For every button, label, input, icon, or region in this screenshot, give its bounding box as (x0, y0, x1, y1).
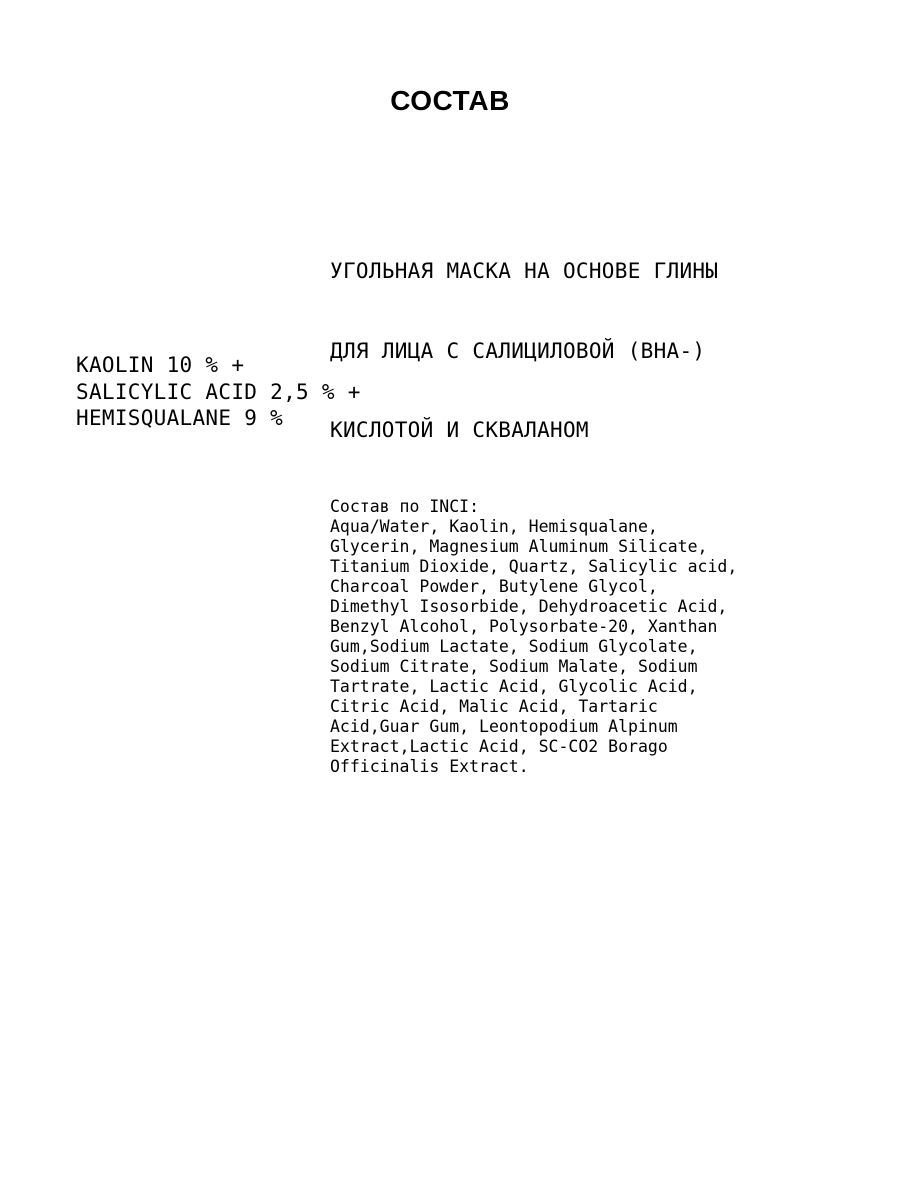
inci-line: Charcoal Powder, Butylene Glycol, (330, 577, 658, 596)
inci-line: Aqua/Water, Kaolin, Hemisqualane, (330, 517, 658, 536)
active-ingredient-line: HEMISQUALANE 9 % (76, 406, 284, 430)
inci-line: Gum,Sodium Lactate, Sodium Glycolate, (330, 637, 698, 656)
active-ingredient-line: SALICYLIC ACID 2,5 % + (76, 379, 361, 404)
inci-line: Titanium Dioxide, Quartz, Salicylic acid, (330, 557, 738, 576)
inci-line: Tartrate, Lactic Acid, Glycolic Acid, (330, 677, 698, 696)
product-description-line: ДЛЯ ЛИЦА С САЛИЦИЛОВОЙ (ВНА-) (330, 338, 706, 363)
inci-line: Officinalis Extract. (330, 757, 529, 776)
product-description-line: КИСЛОТОЙ И СКВАЛАНОМ (330, 418, 589, 442)
active-ingredients (76, 352, 576, 432)
inci-line: Glycerin, Magnesium Aluminum Silicate, (330, 537, 708, 556)
inci-line: Benzyl Alcohol, Polysorbate-20, Xanthan (330, 617, 718, 636)
inci-line: Extract,Lactic Acid, SC-CO2 Borago (330, 737, 668, 756)
inci-line: Sodium Citrate, Sodium Malate, Sodium (330, 657, 698, 676)
inci-heading: Состав по INCI: (330, 497, 480, 516)
inci-line: Citric Acid, Malic Acid, Tartaric (330, 697, 658, 716)
product-description-line: УГОЛЬНАЯ МАСКА НА ОСНОВЕ ГЛИНЫ (330, 259, 719, 283)
inci-composition (330, 497, 850, 777)
inci-line: Dimethyl Isosorbide, Dehydroacetic Acid, (330, 597, 728, 616)
active-ingredient-line: KAOLIN 10 % + (76, 353, 245, 377)
inci-line: Acid,Guar Gum, Leontopodium Alpinum (330, 717, 678, 736)
page-title: СОСТАВ (390, 85, 510, 116)
